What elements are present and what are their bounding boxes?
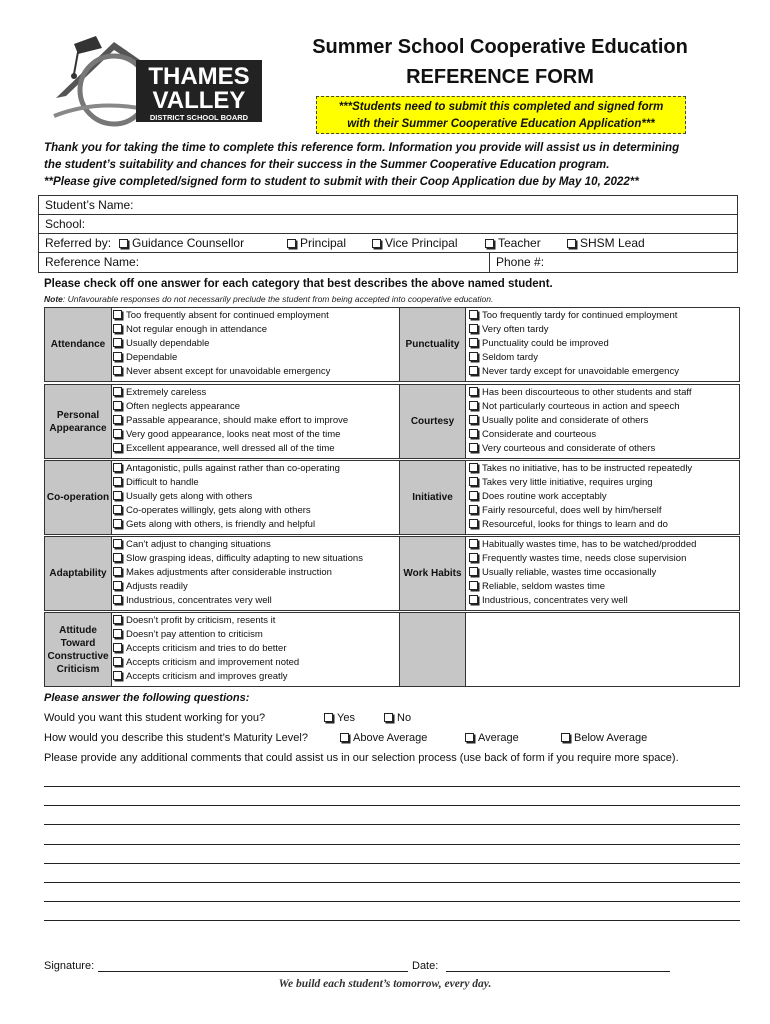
checkbox-icon: [113, 477, 122, 486]
rating-option[interactable]: [113, 351, 399, 365]
option-label: Adjusts readily: [126, 580, 188, 592]
option-label: Industrious, concentrates very well: [126, 594, 272, 606]
checkbox-icon: [469, 415, 478, 424]
intro-line1: Thank you for taking the time to complete this reference form. Information you provide will assist us in determining: [44, 141, 680, 154]
checkbox-icon: [113, 553, 122, 562]
category-adaptability: Adaptability: [45, 537, 112, 610]
checkbox-icon: [113, 567, 122, 576]
checkbox-icon: [469, 443, 478, 452]
rating-option[interactable]: [113, 566, 399, 580]
question-text: How would you describe this student’s Maturity Level?: [44, 732, 308, 744]
checkbox-icon: [469, 477, 478, 486]
rating-option[interactable]: [469, 594, 741, 608]
answer-no[interactable]: [384, 712, 411, 724]
checkbox-icon: [113, 671, 122, 680]
comment-line[interactable]: [44, 824, 740, 825]
checkbox-icon: [113, 491, 122, 500]
option-label: Very courteous and considerate of others: [482, 442, 656, 454]
option-label: Excellent appearance, well dressed all of the time: [126, 442, 335, 454]
option-label: Usually dependable: [126, 337, 210, 349]
comment-lines[interactable]: [44, 786, 740, 940]
checkbox-icon: [469, 429, 478, 438]
rating-option[interactable]: [469, 337, 741, 351]
option-label: Very good appearance, looks neat most of the time: [126, 428, 341, 440]
category-courtesy: Courtesy: [399, 385, 466, 458]
notice-line1: ***Students need to submit this completed and signed form: [338, 101, 664, 113]
option-label: Below Average: [574, 732, 648, 744]
rating-option[interactable]: [113, 538, 399, 552]
logo-board-name: DISTRICT SCHOOL BOARD: [149, 113, 249, 122]
checkbox-icon: [485, 239, 494, 248]
checkbox-icon: [469, 310, 478, 319]
option-label: Dependable: [126, 351, 178, 363]
rating-option[interactable]: [113, 628, 399, 642]
criticism-options: [113, 613, 399, 684]
option-label: Can’t adjust to changing situations: [126, 539, 271, 550]
rating-option[interactable]: [469, 476, 741, 490]
checkbox-icon: [340, 733, 349, 742]
checkbox-icon: [469, 324, 478, 333]
rating-row: [44, 612, 740, 687]
referrer-option-teacher[interactable]: [485, 234, 541, 253]
signature-label: Signature:: [44, 960, 95, 972]
answer-average[interactable]: [465, 732, 519, 744]
rating-option[interactable]: [113, 670, 399, 684]
option-label: Average: [478, 732, 519, 744]
checkbox-icon: [469, 491, 478, 500]
intro-line3: **Please give completed/signed form to student to submit with their Coop Application due by May 10, 2022**: [44, 175, 639, 188]
adaptability-options: [113, 537, 399, 608]
note-label: Note: [44, 294, 63, 304]
option-label: Industrious, concentrates very well: [482, 594, 628, 606]
option-label: Resourceful, looks for things to learn and do: [482, 518, 668, 530]
checkbox-icon: [113, 595, 122, 604]
option-label: Reliable, seldom wastes time: [482, 580, 606, 592]
rating-option[interactable]: [113, 552, 399, 566]
referred-by-row: [39, 234, 737, 253]
reference-name-field[interactable]: [39, 253, 737, 272]
option-label: Extremely careless: [126, 387, 207, 398]
checkbox-icon: [469, 595, 478, 604]
checkbox-icon: [469, 505, 478, 514]
option-label: Takes no initiative, has to be instructed repeatedly: [482, 463, 693, 474]
checkbox-icon: [287, 239, 296, 248]
intro-line2: the student’s suitability and chances for their success in the Summer Cooperative Education program.: [44, 158, 610, 171]
option-label: Guidance Counsellor: [132, 236, 245, 250]
rating-option[interactable]: [113, 337, 399, 351]
comment-line[interactable]: [44, 920, 740, 921]
option-label: Too frequently absent for continued employment: [126, 310, 329, 321]
rating-row: [44, 460, 740, 535]
category-attitude-criticism: Attitude Toward Constructive Criticism: [45, 613, 112, 686]
rating-option[interactable]: [113, 518, 399, 532]
question-text: Would you want this student working for you?: [44, 712, 266, 724]
referrer-option-shsm-lead[interactable]: [567, 234, 645, 253]
rating-option[interactable]: [469, 428, 741, 442]
option-label: Considerate and courteous: [482, 428, 597, 440]
question-maturity: [44, 732, 744, 748]
checkbox-icon: [113, 643, 122, 652]
rating-option[interactable]: [469, 323, 741, 337]
rating-option[interactable]: [469, 504, 741, 518]
checkbox-icon: [469, 387, 478, 396]
rating-option[interactable]: [469, 566, 741, 580]
rating-option[interactable]: [113, 476, 399, 490]
checkbox-icon: [113, 415, 122, 424]
checkbox-icon: [469, 463, 478, 472]
phone-field[interactable]: [489, 253, 544, 272]
submission-notice: [316, 96, 686, 134]
checkbox-icon: [372, 239, 381, 248]
checkbox-icon: [469, 567, 478, 576]
option-label: Vice Principal: [385, 236, 458, 250]
form-title-line2: REFERENCE FORM: [406, 66, 594, 88]
rating-row: [44, 307, 740, 382]
checkbox-icon: [113, 519, 122, 528]
tvdsb-logo: [44, 30, 272, 130]
rating-option[interactable]: [469, 518, 741, 532]
option-label: Has been discourteous to other students and staff: [482, 387, 692, 398]
checkbox-icon: [469, 553, 478, 562]
rating-option[interactable]: [113, 323, 399, 337]
option-label: Above Average: [353, 732, 428, 744]
checkbox-icon: [113, 539, 122, 548]
referred-by-label: Referred by:: [45, 236, 112, 250]
option-label: Does routine work acceptably: [482, 490, 607, 502]
option-label: Makes adjustments after considerable instruction: [126, 566, 332, 578]
logo-word-valley: VALLEY: [152, 87, 246, 114]
checkbox-icon: [113, 310, 122, 319]
rating-option[interactable]: [113, 400, 399, 414]
rating-option[interactable]: [469, 442, 741, 456]
option-label: SHSM Lead: [580, 236, 645, 250]
checklist-note: [44, 294, 493, 304]
rating-option[interactable]: [113, 656, 399, 670]
signature-line[interactable]: [98, 971, 408, 972]
appearance-options: [113, 385, 399, 456]
work-habits-options: [469, 537, 741, 608]
checkbox-icon: [113, 429, 122, 438]
category-initiative: Initiative: [399, 461, 466, 534]
date-label: Date:: [412, 960, 439, 972]
checkbox-icon: [465, 733, 474, 742]
rating-option[interactable]: [113, 642, 399, 656]
rating-option[interactable]: [113, 428, 399, 442]
rating-row: [44, 536, 740, 611]
rating-option[interactable]: [469, 580, 741, 594]
option-label: Seldom tardy: [482, 351, 538, 363]
option-label: Takes very little initiative, requires urging: [482, 476, 653, 488]
option-label: Passable appearance, should make effort to improve: [126, 414, 349, 426]
option-label: Never tardy except for unavoidable emergency: [482, 365, 679, 377]
student-name-field[interactable]: [39, 196, 737, 215]
comment-line[interactable]: [44, 882, 740, 883]
rating-option[interactable]: [469, 386, 741, 400]
attendance-options: [113, 308, 399, 379]
notice-line2: with their Summer Cooperative Education Application***: [347, 118, 655, 130]
questions-heading: Please answer the following questions:: [44, 692, 250, 704]
checkbox-icon: [113, 657, 122, 666]
answer-above-average[interactable]: [340, 732, 427, 744]
option-label: No: [397, 712, 412, 724]
option-label: Accepts criticism and tries to do better: [126, 642, 287, 654]
cooperation-options: [113, 461, 399, 532]
checkbox-icon: [113, 324, 122, 333]
option-label: Habitually wastes time, has to be watched/prodded: [482, 539, 697, 550]
rating-option[interactable]: [113, 365, 399, 379]
option-label: Co-operates willingly, gets along with others: [126, 504, 311, 516]
reference-name-label: Reference Name:: [45, 255, 140, 269]
category-co-operation: Co-operation: [45, 461, 112, 534]
punctuality-options: [469, 308, 741, 379]
checkbox-icon: [113, 615, 122, 624]
checkbox-icon: [469, 338, 478, 347]
rating-option[interactable]: [113, 442, 399, 456]
school-label: School:: [45, 217, 86, 231]
rating-option[interactable]: [469, 552, 741, 566]
option-label: Not particularly courteous in action and speech: [482, 400, 680, 412]
note-text: : Unfavourable responses do not necessarily preclude the student from being accepted into cooperative education.: [62, 294, 494, 304]
phone-label: Phone #:: [496, 255, 545, 269]
checkbox-icon: [113, 366, 122, 375]
checkbox-icon: [384, 713, 393, 722]
checkbox-icon: [469, 539, 478, 548]
form-title-line1: Summer School Cooperative Education: [312, 36, 688, 58]
form-title: [280, 32, 720, 92]
category-punctuality: Punctuality: [399, 308, 466, 381]
option-label: Often neglects appearance: [126, 400, 241, 412]
checkbox-icon: [113, 338, 122, 347]
rating-option[interactable]: [469, 365, 741, 379]
rating-option[interactable]: [113, 309, 399, 323]
rating-option[interactable]: [113, 490, 399, 504]
student-name-label: Student’s Name:: [45, 198, 134, 212]
rating-option[interactable]: [469, 400, 741, 414]
rating-option[interactable]: [113, 504, 399, 518]
checkbox-icon: [469, 366, 478, 375]
option-label: Gets along with others, is friendly and helpful: [126, 518, 316, 530]
checkbox-icon: [324, 713, 333, 722]
referrer-option-vice-principal[interactable]: [372, 234, 457, 253]
category-work-habits: Work Habits: [399, 537, 466, 610]
checkbox-icon: [469, 581, 478, 590]
rating-option[interactable]: [113, 614, 399, 628]
rating-option[interactable]: [469, 351, 741, 365]
checkbox-icon: [113, 629, 122, 638]
date-line[interactable]: [446, 971, 670, 972]
checkbox-icon: [113, 387, 122, 396]
comment-line[interactable]: [44, 863, 740, 864]
board-motto: We build each student’s tomorrow, every day.: [278, 978, 492, 990]
answer-below-average[interactable]: [561, 732, 647, 744]
comments-prompt: Please provide any additional comments that could assist us in our selection process (use back of form if you require more space).: [44, 752, 679, 764]
rating-option[interactable]: [113, 462, 399, 476]
checkbox-icon: [469, 352, 478, 361]
option-label: Too frequently tardy for continued employment: [482, 310, 678, 321]
checklist-heading: Please check off one answer for each category that best describes the above named student.: [44, 278, 553, 290]
option-label: Accepts criticism and improvement noted: [126, 656, 300, 668]
rating-option[interactable]: [469, 462, 741, 476]
checkbox-icon: [113, 463, 122, 472]
student-info-table: [38, 195, 738, 273]
rating-option[interactable]: [469, 309, 741, 323]
category-personal-appearance: Personal Appearance: [45, 385, 112, 458]
option-label: Doesn’t profit by criticism, resents it: [126, 615, 276, 626]
checkbox-icon: [561, 733, 570, 742]
option-label: Accepts criticism and improves greatly: [126, 670, 288, 682]
comment-line[interactable]: [44, 786, 740, 787]
rating-option[interactable]: [113, 386, 399, 400]
checkbox-icon: [567, 239, 576, 248]
courtesy-options: [469, 385, 741, 456]
logo-word-thames: THAMES: [148, 63, 250, 90]
question-want-student: [44, 712, 744, 728]
option-label: Never absent except for unavoidable emergency: [126, 365, 331, 377]
intro-text: [44, 139, 744, 190]
option-label: Slow grasping ideas, difficulty adapting to new situations: [126, 552, 363, 564]
rating-option[interactable]: [469, 490, 741, 504]
rating-option[interactable]: [113, 594, 399, 608]
option-label: Principal: [300, 236, 347, 250]
rating-option[interactable]: [113, 580, 399, 594]
category-attendance: Attendance: [45, 308, 112, 381]
checkbox-icon: [119, 239, 128, 248]
rating-option[interactable]: [469, 538, 741, 552]
option-label: Yes: [337, 712, 355, 724]
option-label: Not regular enough in attendance: [126, 323, 268, 335]
school-field[interactable]: [39, 215, 737, 234]
comment-line[interactable]: [44, 844, 740, 845]
rating-row: [44, 384, 740, 459]
comment-line[interactable]: [44, 805, 740, 806]
option-label: Teacher: [498, 236, 541, 250]
option-label: Punctuality could be improved: [482, 337, 609, 349]
option-label: Difficult to handle: [126, 476, 199, 488]
checkbox-icon: [469, 519, 478, 528]
checkbox-icon: [469, 401, 478, 410]
checkbox-icon: [113, 352, 122, 361]
option-label: Antagonistic, pulls against rather than co-operating: [126, 463, 340, 474]
option-label: Doesn’t pay attention to criticism: [126, 628, 263, 640]
initiative-options: [469, 461, 741, 532]
option-label: Frequently wastes time, needs close supervision: [482, 552, 687, 564]
answer-yes[interactable]: [324, 712, 355, 724]
checkbox-icon: [113, 401, 122, 410]
option-label: Usually polite and considerate of others: [482, 414, 649, 426]
referrer-option-principal[interactable]: [287, 234, 346, 253]
option-label: Usually reliable, wastes time occasionally: [482, 566, 657, 578]
rating-option[interactable]: [113, 414, 399, 428]
checkbox-icon: [113, 443, 122, 452]
option-label: Fairly resourceful, does well by him/herself: [482, 504, 662, 516]
empty-category-cell: [399, 613, 466, 686]
referrer-option-guidance[interactable]: [119, 234, 244, 253]
rating-option[interactable]: [469, 414, 741, 428]
checkbox-icon: [113, 581, 122, 590]
checkbox-icon: [113, 505, 122, 514]
option-label: Usually gets along with others: [126, 490, 253, 502]
option-label: Very often tardy: [482, 323, 549, 335]
comment-line[interactable]: [44, 901, 740, 902]
